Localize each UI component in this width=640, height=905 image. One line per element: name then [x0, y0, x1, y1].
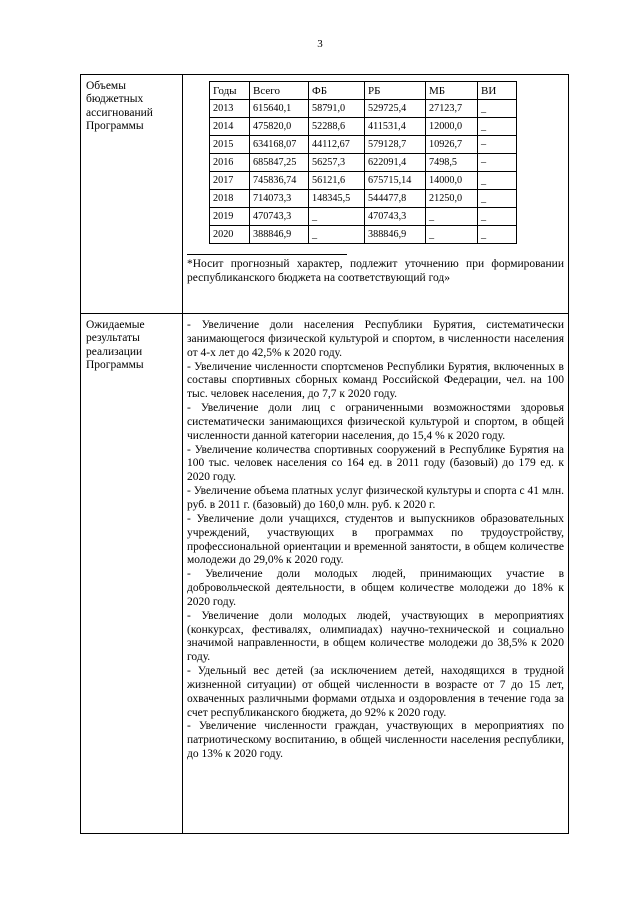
cell-total: 615640,1: [250, 100, 309, 118]
result-item: - Увеличение доли молодых людей, участвующих в мероприятиях (конкурсах, фестивалях, олимпиадах) научно-технической и социально значимой направленности, в общем количестве молодежи до 38,5% к 2020 году.: [187, 609, 564, 664]
cell-year: 2019: [210, 208, 250, 226]
cell-fb: 56257,3: [309, 154, 365, 172]
result-item: - Увеличение доли населения Республики Бурятия, систематически занимающегося физической культурой и спортом, в численности населения от 4-х лет до 42,5% к 2020 году.: [187, 319, 564, 359]
cell-vi: _: [478, 118, 517, 136]
cell-mb: _: [426, 208, 478, 226]
cell-total: 634168,07: [250, 136, 309, 154]
cell-vi: –: [478, 136, 517, 154]
cell-total: 470743,3: [250, 208, 309, 226]
cell-fb: _: [309, 208, 365, 226]
cell-total: 685847,25: [250, 154, 309, 172]
cell-year: 2020: [210, 226, 250, 244]
cell-rb: 470743,3: [365, 208, 426, 226]
cell-year: 2016: [210, 154, 250, 172]
table-row: [210, 208, 517, 226]
budget-header-row: [210, 82, 517, 100]
budget-table: [209, 81, 517, 244]
cell-mb: 21250,0: [426, 190, 478, 208]
table-row: [210, 226, 517, 244]
cell-mb: 7498,5: [426, 154, 478, 172]
table-row: [210, 190, 517, 208]
cell-total: 388846,9: [250, 226, 309, 244]
cell-rb: 622091,4: [365, 154, 426, 172]
cell-total: 745836,74: [250, 172, 309, 190]
results-row: [81, 314, 569, 834]
budget-content-cell: [183, 75, 569, 314]
col-header-total: Всего: [250, 82, 309, 100]
col-header-rb: РБ: [365, 82, 426, 100]
cell-year: 2013: [210, 100, 250, 118]
cell-rb: 544477,8: [365, 190, 426, 208]
result-item: - Увеличение доли молодых людей, принимающих участие в добровольческой деятельности, в общем количестве молодежи до 18% к 2020 году.: [187, 568, 564, 608]
cell-fb: 58791,0: [309, 100, 365, 118]
cell-rb: 579128,7: [365, 136, 426, 154]
result-item: - Увеличение численности граждан, участвующих в мероприятиях по патриотическому воспитанию, в общей численности населения республики, до 13% к 2020 году.: [187, 720, 564, 761]
result-item: - Увеличение количества спортивных сооружений в Республике Бурятия на 100 тыс. человек населения со 164 ед. в 2011 году (базовый) до 179 ед. к 2020 году.: [187, 443, 564, 484]
cell-vi: _: [478, 208, 517, 226]
table-row: [210, 154, 517, 172]
result-item: - Увеличение объема платных услуг физической культуры и спорта с 41 млн. руб. в 2011 г. (базовый) до 160,0 млн. руб. к 2020 г.: [187, 485, 564, 511]
cell-fb: _: [309, 226, 365, 244]
cell-total: 475820,0: [250, 118, 309, 136]
cell-year: 2015: [210, 136, 250, 154]
budget-footnote: *Носит прогнозный характер, подлежит уточнению при формировании республиканского бюджета на соответствующий год»: [187, 258, 564, 284]
cell-fb: 56121,6: [309, 172, 365, 190]
result-item: - Удельный вес детей (за исключением детей, находящихся в трудной жизненной ситуации) от общей численности в возрасте от 7 до 15 лет, охваченных различными формами отдыха и оздоровления в течение года за счет республиканского бюджета, до 92% к 2020 году.: [187, 665, 564, 719]
results-list: [183, 314, 568, 833]
col-header-mb: МБ: [426, 82, 478, 100]
cell-fb: 148345,5: [309, 190, 365, 208]
results-label: Ожидаемые результаты реализации Программы: [86, 319, 145, 372]
result-item: - Увеличение доли учащихся, студентов и выпускников образовательных учреждений, участвующих в программах по трудоустройству, профессиональной ориентации и временной занятости, в общем количестве молодежи до 29,0% к 2020 году.: [187, 512, 564, 567]
col-header-vi: ВИ: [478, 82, 517, 100]
cell-vi: _: [478, 172, 517, 190]
cell-vi: _: [478, 190, 517, 208]
col-header-years: Годы: [210, 82, 250, 100]
result-item: - Увеличение численности спортсменов Республики Бурятия, включенных в составы спортивных сборных команд Российской Федерации, чел. на 100 тыс. человек населения, до 7,7 к 2020 году.: [187, 360, 564, 401]
budget-label-cell: [81, 75, 183, 314]
cell-year: 2014: [210, 118, 250, 136]
cell-mb: 14000,0: [426, 172, 478, 190]
table-row: [210, 100, 517, 118]
cell-mb: 10926,7: [426, 136, 478, 154]
budget-row: [81, 75, 569, 314]
results-content-cell: [183, 314, 569, 834]
cell-total: 714073,3: [250, 190, 309, 208]
cell-rb: 411531,4: [365, 118, 426, 136]
results-label-cell: [81, 314, 183, 834]
cell-fb: 44112,67: [309, 136, 365, 154]
cell-rb: 529725,4: [365, 100, 426, 118]
cell-mb: 27123,7: [426, 100, 478, 118]
cell-year: 2018: [210, 190, 250, 208]
passport-table: [80, 74, 569, 834]
cell-mb: _: [426, 226, 478, 244]
cell-mb: 12000,0: [426, 118, 478, 136]
col-header-fb: ФБ: [309, 82, 365, 100]
table-row: [210, 118, 517, 136]
table-row: [210, 136, 517, 154]
cell-vi: –: [478, 154, 517, 172]
cell-fb: 52288,6: [309, 118, 365, 136]
page-number: 3: [317, 38, 323, 50]
cell-vi: _: [478, 100, 517, 118]
result-item: - Увеличение доли лиц с ограниченными возможностями здоровья систематически занимающихся физической культурой и спортом, в общей численности данной категории населения, до 15,4 % к 2020 году.: [187, 402, 564, 442]
cell-rb: 388846,9: [365, 226, 426, 244]
table-row: [210, 172, 517, 190]
cell-rb: 675715,14: [365, 172, 426, 190]
budget-label: Объемы бюджетных ассигнований Программы: [86, 80, 153, 133]
cell-vi: _: [478, 226, 517, 244]
cell-year: 2017: [210, 172, 250, 190]
